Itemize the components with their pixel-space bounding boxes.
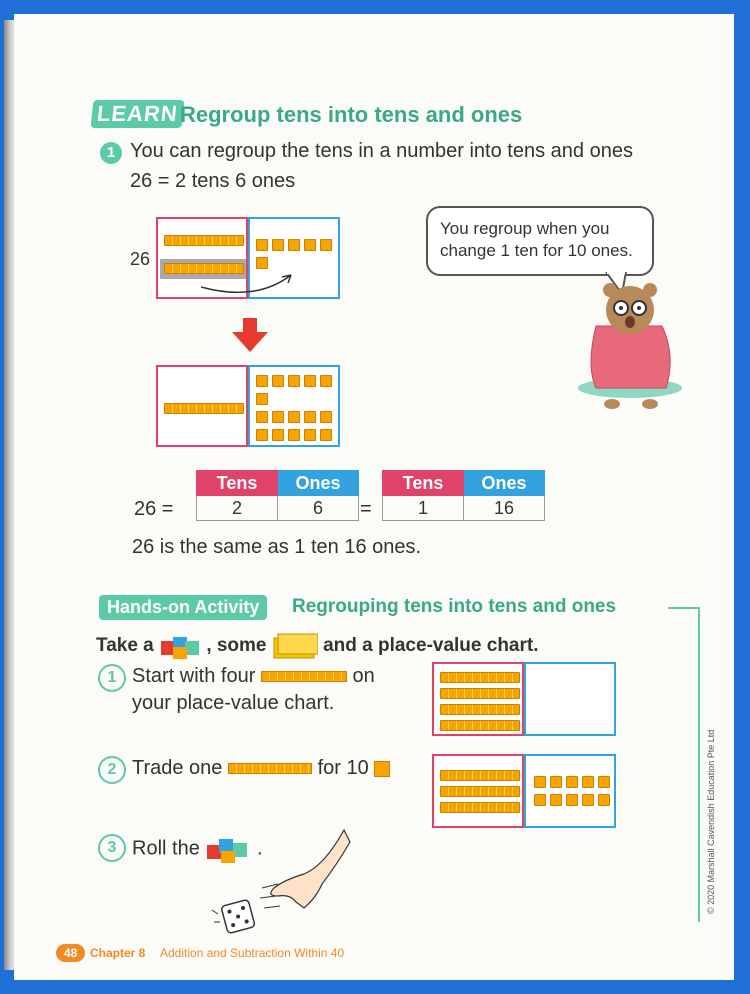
ten-rod — [440, 704, 520, 715]
take-line — [96, 632, 539, 660]
one-cube — [550, 794, 562, 806]
one-cube — [566, 776, 578, 788]
step-number-badge: 1 — [100, 142, 122, 164]
one-cube — [304, 429, 316, 441]
tens-column — [432, 754, 524, 828]
bubble-line-1: You regroup when you — [440, 219, 610, 238]
table-header-tens: Tens — [197, 471, 278, 496]
one-cube — [534, 776, 546, 788]
table-cell-tens: 2 — [197, 496, 278, 521]
one-cube — [256, 393, 268, 405]
one-cube — [598, 794, 610, 806]
one-cube — [288, 375, 300, 387]
footer-chapter-title: Addition and Subtraction Within 40 — [160, 946, 345, 960]
arrow-down-icon — [232, 318, 268, 352]
one-cube — [582, 776, 594, 788]
one-cube-icon — [374, 761, 390, 777]
one-cube — [320, 411, 332, 423]
learn-equation: 26 = 2 tens 6 ones — [130, 170, 296, 192]
activity-step-3-number: 3 — [98, 834, 126, 862]
ones-column — [524, 662, 616, 736]
place-value-table-1 — [196, 470, 359, 521]
step-2-text-a: Trade one — [132, 757, 223, 779]
activity-step-1-line — [132, 665, 375, 688]
activity-step-2-number: 2 — [98, 756, 126, 784]
one-cube — [534, 794, 546, 806]
learn-badge: LEARN — [91, 100, 185, 128]
ten-rod — [440, 688, 520, 699]
activity-step-2-line — [132, 757, 390, 780]
speech-bubble — [426, 206, 654, 276]
footer-chapter: Chapter 8 — [90, 946, 146, 960]
hands-on-title: Regrouping tens into tens and ones — [292, 596, 617, 617]
page-number-badge: 48 — [56, 944, 85, 962]
table-cell-ones: 6 — [278, 496, 359, 521]
table-cell-tens: 1 — [383, 496, 464, 521]
hands-on-badge: Hands-on Activity — [99, 595, 267, 620]
one-cube — [566, 794, 578, 806]
bubble-line-2: change 1 ten for 10 ones. — [440, 241, 633, 260]
one-cube — [304, 375, 316, 387]
step-3-text-b: . — [256, 837, 263, 860]
step-1-text-b: on — [352, 665, 375, 687]
bear-mascot-icon — [566, 276, 696, 416]
ten-rod — [164, 235, 244, 246]
section-bracket-line — [668, 607, 698, 609]
one-cube — [256, 411, 268, 423]
step-2-text-b: for 10 — [317, 757, 369, 779]
ten-rod — [440, 802, 520, 813]
one-cube — [304, 239, 316, 251]
equals-sign: = — [360, 498, 372, 520]
ten-rod-icon — [261, 671, 347, 682]
ten-rod — [440, 770, 520, 781]
one-cube — [272, 375, 284, 387]
ones-column — [248, 365, 340, 447]
ten-block-stack-icon — [272, 632, 318, 660]
conclusion-text: 26 is the same as 1 ten 16 ones. — [132, 536, 422, 558]
one-cube — [256, 429, 268, 441]
ten-rod — [440, 720, 520, 731]
tens-column — [156, 365, 248, 447]
hand-rolling-die-icon — [204, 826, 354, 946]
take-a-text: Take a — [96, 635, 154, 657]
workbook-page — [14, 14, 734, 980]
table-header-ones: Ones — [278, 471, 359, 496]
learn-step-text: You can regroup the tens in a number into tens and ones — [130, 140, 633, 162]
one-cube — [550, 776, 562, 788]
place-value-table-2 — [382, 470, 545, 521]
take-some-text: , some — [206, 635, 267, 657]
ten-rod — [164, 403, 244, 414]
one-cube — [320, 239, 332, 251]
table-header-ones: Ones — [464, 471, 545, 496]
one-cube — [288, 411, 300, 423]
one-cube — [272, 429, 284, 441]
one-cube — [320, 429, 332, 441]
ten-rod — [440, 786, 520, 797]
activity-step-1-number: 1 — [98, 664, 126, 692]
one-cube — [288, 429, 300, 441]
dice-icon — [159, 633, 201, 659]
regroup-arrow-icon — [196, 267, 306, 297]
one-cube — [304, 411, 316, 423]
ten-rod-icon — [228, 763, 312, 774]
ten-rod — [440, 672, 520, 683]
copyright-text: © 2020 Marshall Cavendish Education Pte Ltd — [706, 729, 716, 914]
one-cube — [272, 239, 284, 251]
one-cube — [272, 411, 284, 423]
ones-column — [524, 754, 616, 828]
section-bracket-line — [698, 607, 700, 922]
one-cube — [582, 794, 594, 806]
table-cell-ones: 16 — [464, 496, 545, 521]
take-end-text: and a place-value chart. — [323, 635, 539, 657]
one-cube — [256, 239, 268, 251]
step-1-text-a: Start with four — [132, 665, 256, 687]
equation-prefix: 26 = — [134, 498, 174, 520]
tens-column — [432, 662, 524, 736]
one-cube — [598, 776, 610, 788]
table-header-tens: Tens — [383, 471, 464, 496]
step-3-text-a: Roll the — [132, 837, 200, 860]
learn-title: Regroup tens into tens and ones — [180, 102, 523, 127]
one-cube — [320, 375, 332, 387]
number-label-26: 26 — [130, 249, 151, 269]
one-cube — [256, 375, 268, 387]
one-cube — [288, 239, 300, 251]
step-1-text-c: your place-value chart. — [132, 692, 335, 714]
